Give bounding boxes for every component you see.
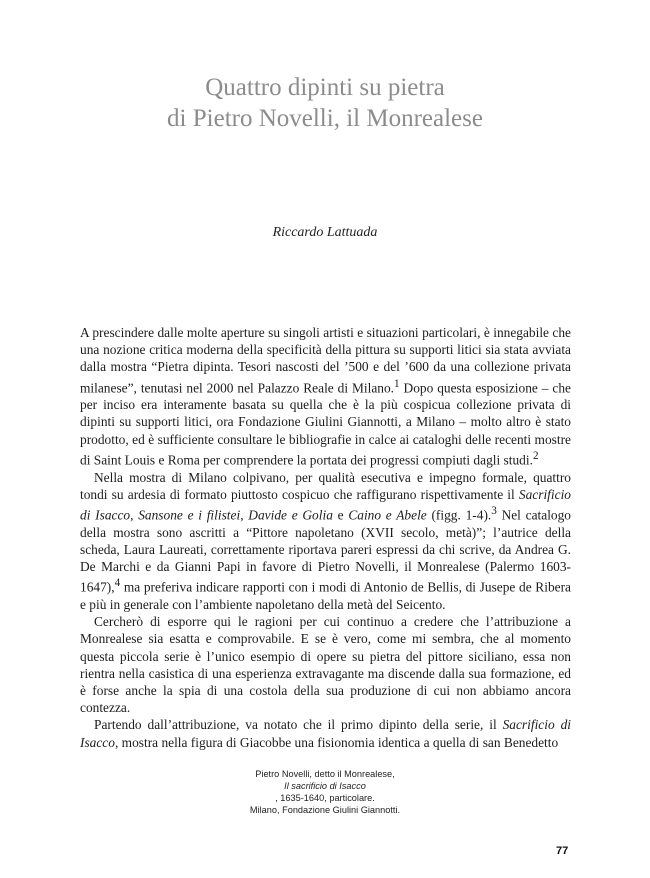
figure-caption (0, 768, 650, 816)
paragraph-4 (80, 716, 571, 750)
paragraph-1-text-cont: Dopo questa esposizione – che per inciso era interamente basata su quella che è la più cospicua collezione privata di dipinti su supporti litici, ora Fondazione Giulini Giannotti, a Milano – molto altro è stato prodotto, ed è sufficiente consultare le bibliografie in calce ai cataloghi delle recenti mostre di Saint Louis e Roma per comprendere la portata dei progressi compiuti dagli studi. (80, 380, 571, 468)
paragraph-2-text: , (240, 507, 249, 523)
artwork-title: Sansone e i filistei (138, 507, 241, 523)
paragraph-3: Cercherò di esporre qui le ragioni per cui continuo a credere che l’attribuzione a Monrealese sia esatta e comprovabile. E se è vero, come mi sembra, che al momento questa piccola serie è l’unico esempio di opere su pietra del pittore siciliano, essa non rientra nella casistica di una esperienza extravagante ma discende dalla sua formazione, ed è forse anche la spia di una costola della sua produzione di cui non abbiamo ancora contezza. (80, 614, 571, 716)
paragraph-2-text: e (332, 507, 349, 523)
footnote-ref-1[interactable]: 1 (394, 377, 400, 390)
paragraph-1-text: A prescindere dalle molte aperture su singoli artisti e situazioni particolari, è innegabile che una nozione critica moderna della specificità della pittura su supporti litici sia stata avviata dalla mostra “Pietra dipinta. Tesori nascosti del ’500 e del ’600 da una collezione privata milanese”, tenutasi nel 2000 nel Palazzo Reale di Milano. (80, 325, 571, 396)
caption-line-1 (0, 768, 650, 804)
article-title (0, 72, 650, 134)
artwork-title: Sacrificio di Isacco (80, 717, 571, 750)
article-body (80, 324, 571, 751)
footnote-ref-4[interactable]: 4 (114, 577, 121, 590)
article-title-line-1: Quattro dipinti su pietra (205, 74, 445, 101)
article-author: Riccardo Lattuada (272, 225, 378, 240)
paragraph-2-text: (figg. 1-4). (426, 507, 492, 523)
paragraph-4-text: , mostra nella figura di Giacobbe una fisionomia identica a quella di san Benedetto (114, 734, 559, 750)
paragraph-2-text: Nel catalogo della mostra sono ascritti a “Pittore napoletano (XVII secolo, metà)”; l’autrice della scheda, Laura Laureati, correttamente riportava pareri espressi da chi scrive, da Andrea G. De Marchi e da Gianni Papi in favore di Pietro Novelli, il Monrealese (Palermo 1603-1647), (80, 507, 571, 595)
paragraph-1 (80, 324, 571, 469)
caption-line-2: Milano, Fondazione Giulini Giannotti. (249, 805, 401, 815)
artwork-title: Davide e Golia (248, 507, 333, 523)
caption-artwork-title: Il sacrificio di Isacco (284, 781, 366, 791)
artwork-title: Sacrificio di Isacco (80, 486, 571, 523)
footnote-ref-3[interactable]: 3 (491, 504, 497, 517)
caption-text: , 1635-1640, particolare. (275, 793, 375, 803)
paragraph-2-text: ma preferiva indicare rapporti con i modi di Antonio de Bellis, di Jusepe de Ribera e più in generale con l’ambiente napoletano della metà del Seicento. (80, 579, 571, 612)
paragraph-2 (80, 469, 571, 614)
artwork-title: Caino e Abele (348, 507, 427, 523)
page-number: 77 (556, 845, 569, 857)
article-title-line-2: di Pietro Novelli, il Monrealese (167, 105, 483, 132)
caption-text: Pietro Novelli, detto il Monrealese, (255, 769, 395, 779)
footnote-ref-2[interactable]: 2 (532, 449, 539, 462)
paragraph-2-text: , (130, 507, 139, 523)
paragraph-4-text: Partendo dall’attribuzione, va notato che il primo dipinto della serie, il (94, 717, 503, 733)
paragraph-2-text: Nella mostra di Milano colpivano, per qualità esecutiva e impegno formale, quattro tondi su ardesia di formato piuttosto cospicuo che raffigurano rispettivamente il (80, 469, 571, 502)
